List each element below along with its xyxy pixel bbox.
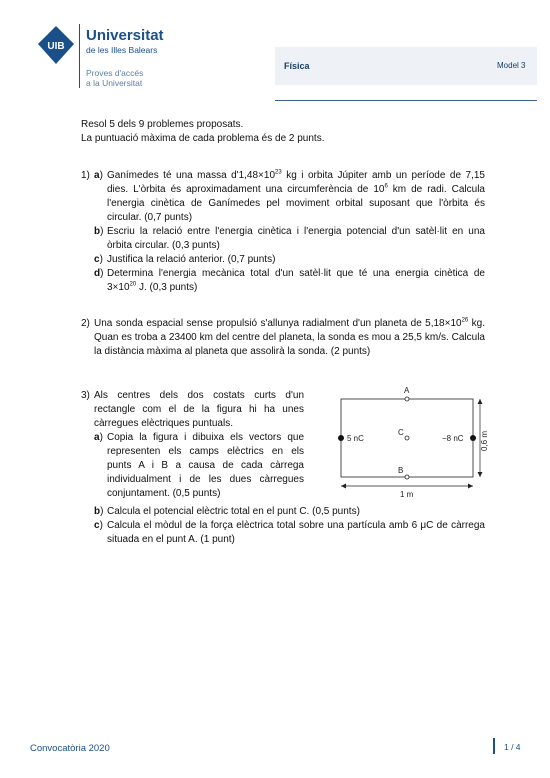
problem-1: [81, 169, 485, 295]
item-text: kg i orbita Júpiter amb un període de 7,15 dies. L'òrbita és aproximadament una circumferència de 10: [107, 170, 485, 195]
item-label: a: [94, 170, 100, 181]
charge-right-label: −8 nC: [442, 434, 464, 443]
item-text: Determina l'energia mecànica total d'un satèl·lit que té una energia cinètica de 3×10: [107, 268, 485, 293]
problem-3c: c) Calcula el mòdul de la força elèctrica total sobre una partícula amb 6 μC de càrrega situada en el punt A. (1 punt): [94, 520, 485, 545]
point-c-label: C: [398, 428, 404, 437]
item-text: Copia la figura i dibuixa els vectors que representen els camps elèctrics en els punts A i B a causa de cada càrrega individualment i de les dues càrregues conjuntament. (0,5 punts): [107, 432, 304, 499]
item-label: c: [94, 520, 100, 531]
problem-3: [81, 386, 489, 547]
session-label: Convocatòria 2020: [30, 743, 110, 754]
item-label: b: [94, 226, 101, 237]
problem-3-intro: Als centres dels dos costats curts d'un rectangle com el de la figura hi ha unes càrregues elèctriques puntuals.: [94, 390, 304, 429]
item-text: Calcula el potencial elèctric total en el punt C. (0,5 punts): [107, 506, 360, 517]
item-label: b: [94, 506, 101, 517]
problem-number: 3): [81, 390, 90, 401]
problem-1a: a) Ganímedes té una massa $d'1,48\times 10^{23}$ kg i orbita Júpiter amb un període de 7,15 dies. L'òrbita és aproximadament una circumferència de $10^6$ km de radi. Calcula l'energia cinètica de Ganímedes pel moviment orbital suposant que l'òrbita és circular. (0,7 punts): [94, 169, 485, 223]
item-text: J. (0,3 punts): [136, 282, 198, 293]
intro-line-2: La puntuació màxima de cada problema és de 2 punts.: [81, 133, 325, 144]
problem-1b: b) Escriu la relació entre l'energia cinètica i l'energia potencial d'un satèl·lit en una òrbita circular. (0,3 punts): [94, 226, 485, 251]
exponent: 6: [384, 183, 388, 190]
item-text: Ganímedes té una massa d'1,48×10: [107, 170, 276, 181]
charge-left-label: 5 nC: [347, 434, 364, 443]
university-subtitle: de les Illes Balears: [86, 45, 158, 55]
intro-line-1: Resol 5 dels 9 problemes proposats.: [81, 119, 244, 130]
exponent: 23: [275, 169, 282, 176]
proves-label: [86, 68, 143, 88]
item-text: Escriu la relació entre l'energia cinètica i l'energia potencial d'un satèl·lit en una òrbita circular. (0,3 punts): [107, 226, 485, 251]
university-name: Universitat: [86, 27, 164, 44]
charge-right-dot: [470, 435, 476, 441]
height-label: 0,6 m: [480, 430, 489, 451]
problem-number: 2): [81, 318, 90, 329]
item-text: Justifica la relació anterior. (0,7 punts): [107, 254, 276, 265]
problem-1c: c) Justifica la relació anterior. (0,7 punts): [94, 254, 276, 265]
exponent: 26: [461, 317, 469, 324]
proves-line-2: a la Universitat: [86, 78, 143, 88]
point-c-marker: [405, 436, 409, 440]
point-b-marker: [405, 475, 409, 479]
width-label: 1 m: [400, 490, 414, 499]
model-label: Model 3: [497, 61, 526, 70]
problem-3b: b) Calcula el potencial elèctric total en el punt C. (0,5 punts): [94, 506, 360, 517]
page-number: 1 / 4: [504, 742, 521, 752]
point-a-marker: [405, 397, 409, 401]
rectangle-charges-figure: [329, 385, 489, 505]
charge-left-dot: [338, 435, 344, 441]
problem-3a: a) Copia la figura i dibuixa els vectors que representen els camps elèctrics en els punts A i B a causa de cada càrrega individualment i de les dues càrregues conjuntament. (0,5 punts): [94, 432, 304, 499]
logo-text: UIB: [47, 41, 65, 52]
proves-line-1: Proves d'accés: [86, 68, 144, 78]
exponent: 20: [129, 281, 137, 288]
item-label: d: [94, 268, 101, 279]
problem-2: [81, 317, 485, 359]
item-text: km de radi. Calcula l'energia cinètica de Ganímedes pel moviment orbital suposant que l'òrbita és circular. (0,7 punts): [107, 184, 485, 223]
point-a-label: A: [404, 386, 410, 395]
subject-title: Física: [284, 61, 310, 71]
header-divider: [79, 24, 80, 88]
problem-1d: d) Determina l'energia mecànica total d'un satèl·lit que té una energia cinètica de $3\times 10^{20}$ J. (0,3 punts): [94, 268, 485, 293]
point-b-label: B: [398, 466, 404, 475]
exam-content: [81, 118, 489, 569]
problem-text: kg. Quan es troba a 23400 km del centre del planeta, la sonda es mou a 25,5 km/s. Calcula la distància màxima al planeta que assolirà la sonda. (2 punts): [94, 318, 485, 357]
header-rule: [275, 100, 537, 101]
item-text: Calcula el mòdul de la força elèctrica total sobre una partícula amb 6 μC de càrrega situada en el punt A. (1 punt): [107, 520, 485, 545]
item-label: c: [94, 254, 100, 265]
item-label: a: [94, 432, 100, 443]
uib-logo: [36, 24, 76, 68]
problem-number: 1): [81, 170, 90, 181]
problem-text: Una sonda espacial sense propulsió s'allunya radialment d'un planeta de 5,18×10: [94, 318, 462, 329]
page-marker-bar: [493, 738, 495, 754]
